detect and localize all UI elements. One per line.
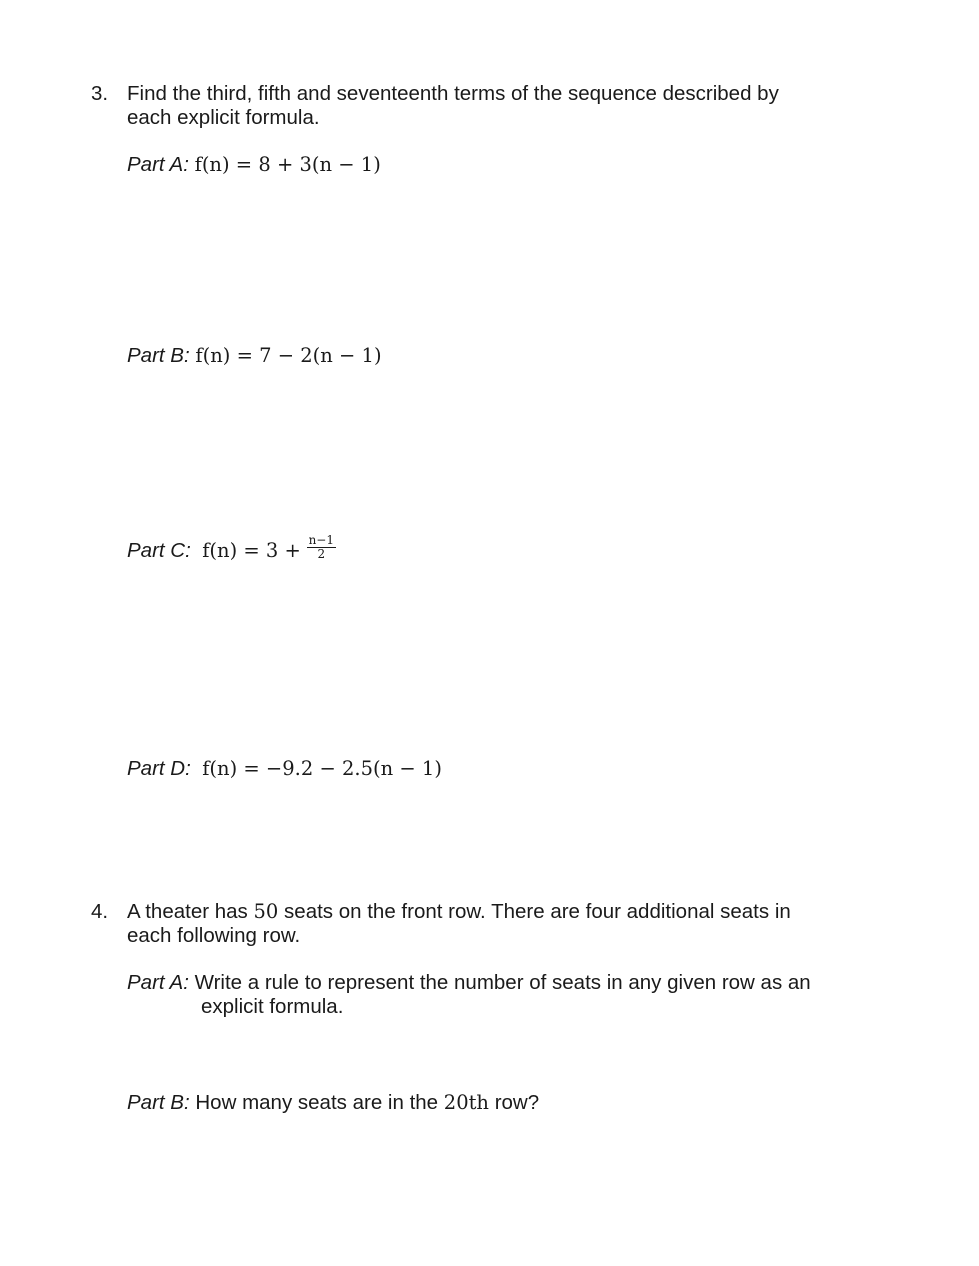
part-d-formula: f(n) = −9.2 − 2.5(n − 1) bbox=[202, 757, 442, 780]
problem-4-part-a-line-1: Write a rule to represent the number of seats in any given row as an bbox=[194, 971, 811, 994]
part-c-denominator: 2 bbox=[317, 547, 326, 561]
part-b-label: Part B: bbox=[127, 344, 190, 367]
part-a-formula: f(n) = 8 + 3(n − 1) bbox=[194, 153, 381, 176]
problem-4-part-b-text-b: row? bbox=[494, 1091, 540, 1114]
problem-3-number: 3. bbox=[91, 82, 109, 105]
part-b-formula: f(n) = 7 − 2(n − 1) bbox=[195, 344, 382, 367]
problem-4-part-b-text-a: How many seats are in the bbox=[195, 1091, 439, 1114]
problem-4-part-a bbox=[127, 971, 811, 995]
part-a-label: Part A: bbox=[127, 153, 189, 176]
problem-3-prompt-line-2: each explicit formula. bbox=[127, 106, 320, 129]
problem-3-part-d bbox=[127, 757, 442, 781]
problem-4-part-a-label: Part A: bbox=[127, 971, 189, 994]
part-c-fraction bbox=[307, 534, 336, 561]
problem-4-prompt-line-1 bbox=[127, 900, 791, 924]
problem-4-number: 4. bbox=[91, 900, 109, 923]
part-c-label: Part C: bbox=[127, 538, 191, 562]
seat-count: 50 bbox=[253, 900, 279, 923]
problem-4-prompt-line-2: each following row. bbox=[127, 924, 301, 947]
problem-4-text-a: A theater has bbox=[127, 900, 248, 923]
problem-4-text-b: seats on the front row. There are four additional seats in bbox=[284, 900, 791, 923]
part-c-numerator: n−1 bbox=[308, 533, 334, 547]
row-number: 20th bbox=[443, 1091, 489, 1114]
problem-3-part-c bbox=[127, 533, 336, 565]
part-d-label: Part D: bbox=[127, 757, 191, 780]
problem-3-part-b bbox=[127, 344, 382, 368]
problem-4-part-a-line-2: explicit formula. bbox=[201, 995, 344, 1018]
part-c-formula-prefix: f(n) = 3 + bbox=[202, 538, 301, 562]
problem-3-part-a bbox=[127, 153, 381, 177]
problem-3-prompt-line-1: Find the third, fifth and seventeenth terms of the sequence described by bbox=[127, 82, 779, 105]
problem-4-part-b bbox=[127, 1091, 539, 1115]
problem-4-part-b-label: Part B: bbox=[127, 1091, 190, 1114]
